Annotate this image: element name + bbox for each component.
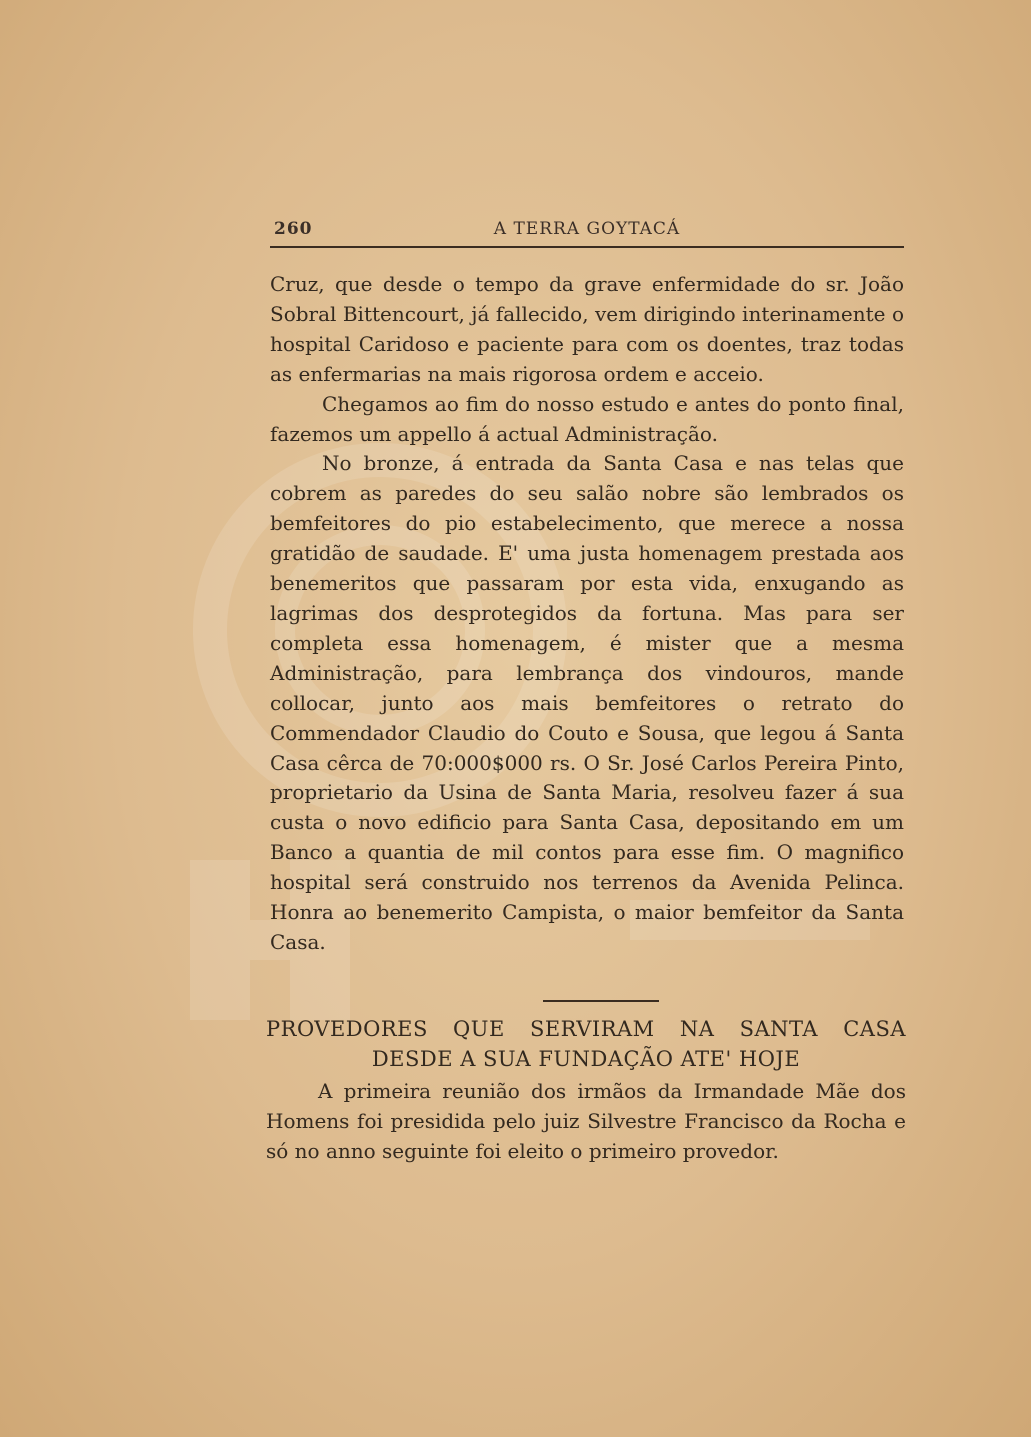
section-paragraph: A primeira reunião dos irmãos da Irmandade Mãe dos Homens foi presidida pelo juiz Silvestre Francisco da Rocha e só no anno seguinte foi eleito o primeiro provedor.: [266, 1079, 906, 1163]
paragraph-appeal: Chegamos ao fim do nosso estudo e antes do ponto final, fazemos um appello á actual Administração.: [270, 391, 904, 446]
body-text: [270, 270, 904, 958]
paragraph-continuation: Cruz, que desde o tempo da grave enfermidade do sr. João Sobral Bittencourt, já fallecido, vem dirigindo interinamente o hospital Caridoso e paciente para com os doentes, traz todas as enfermarias na mais rigorosa ordem e acceio.: [270, 272, 904, 386]
section-heading: [266, 1014, 906, 1074]
running-title: A TERRA GOYTACÁ: [493, 219, 681, 239]
providers-section: [266, 1014, 906, 1166]
paragraph-benefactors: No bronze, á entrada da Santa Casa e nas telas que cobrem as paredes do seu salão nobre são lembrados os bemfeitores do pio estabelecimento, que merece a nossa gratidão de saudade. E' uma justa homenagem prestada aos benemeritos que passaram por esta vida, enxugando as lagrimas dos desprotegidos da fortuna. Mas para ser completa essa homenagem, é mister que a mesma Administração, para lembrança dos vindouros, mande collocar, junto aos mais bemfeitores o retrato do Commendador Claudio do Couto e Sousa, que legou á Santa Casa cêrca de 70:000$000 rs. O Sr. José Carlos Pereira Pinto, proprietario da Usina de Santa Maria, resolveu fazer á sua custa o novo edificio para Santa Casa, depositando em um Banco a quantia de mil contos para esse fim. O magnifico hospital será construido nos terrenos da Avenida Pelinca. Honra ao benemerito Campista, o maior bemfeitor da Santa Casa.: [270, 451, 904, 954]
section-divider: [543, 1000, 659, 1002]
section-heading-line-2: DESDE A SUA FUNDAÇÃO ATE' HOJE: [371, 1047, 801, 1071]
page-number: 260: [274, 219, 313, 239]
page-header: [270, 216, 904, 248]
section-heading-line-1: PROVEDORES QUE SERVIRAM NA SANTA CASA: [266, 1017, 906, 1041]
